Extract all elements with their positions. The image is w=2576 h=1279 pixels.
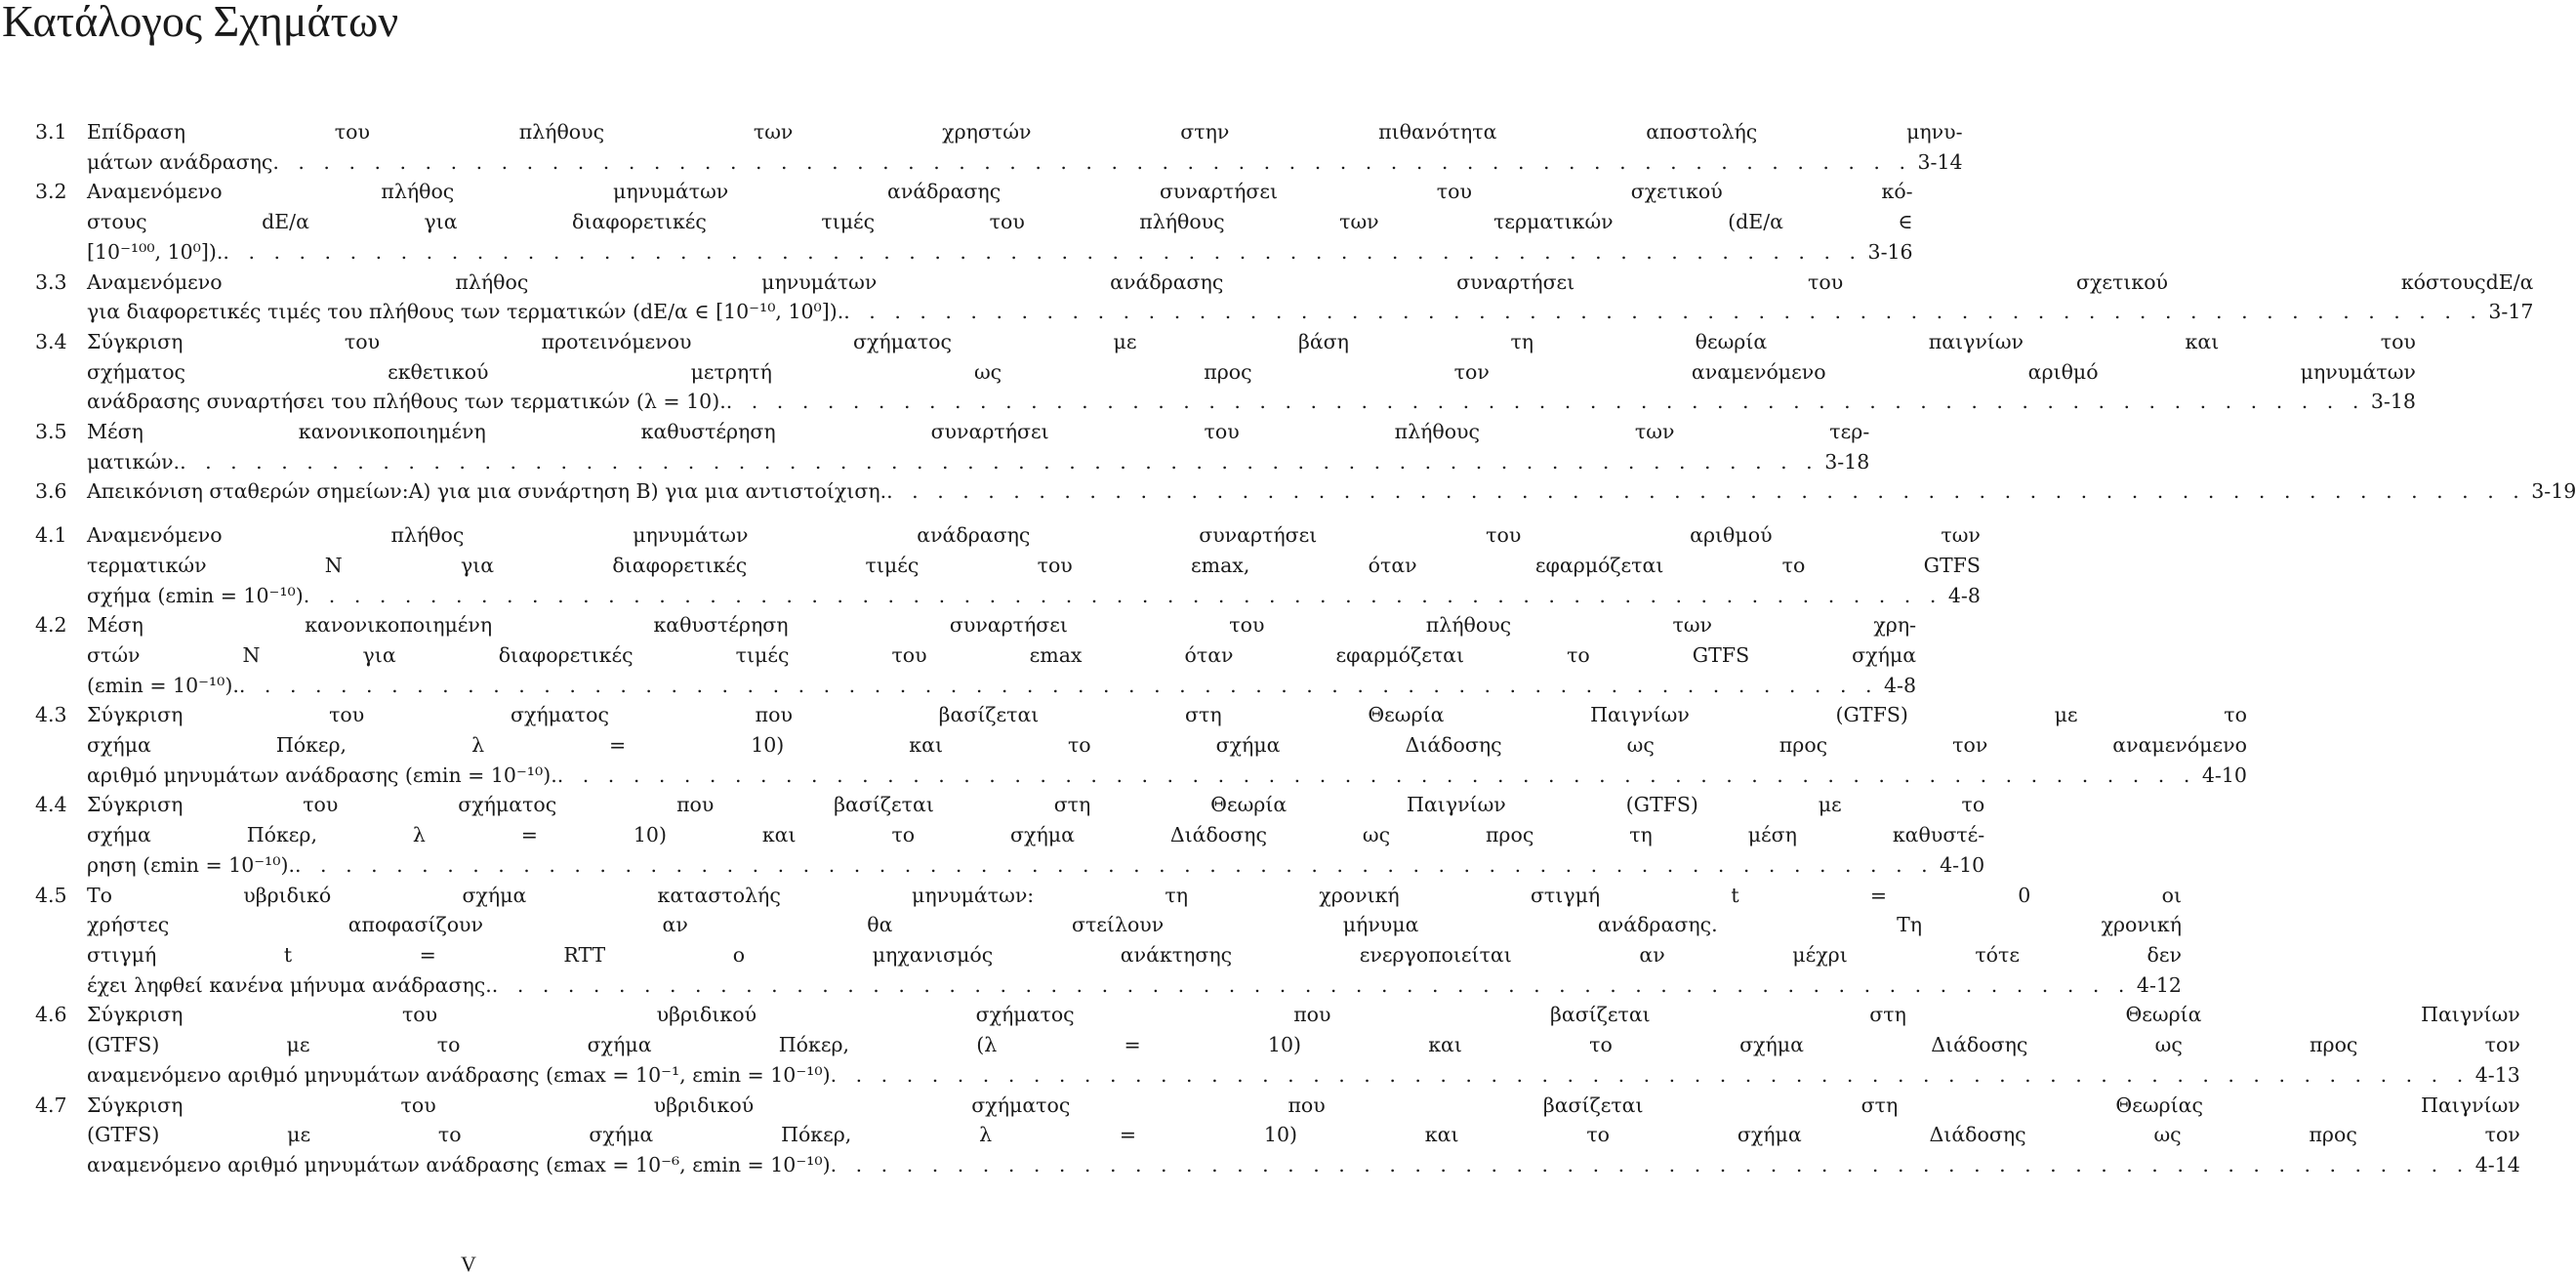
figure-number: 3.6 bbox=[35, 479, 67, 504]
toc-entry[interactable] bbox=[35, 476, 2576, 507]
figure-caption bbox=[87, 610, 1916, 700]
page-reference[interactable]: 3-18 bbox=[1824, 449, 1870, 474]
figure-number: 3.1 bbox=[35, 120, 67, 144]
caption-line: αναμενόμενο αριθμό μηνυμάτων ανάδρασης (εmax = 10⁻⁶, εmin = 10⁻¹⁰) bbox=[87, 1152, 831, 1176]
caption-line: Αναμενόμενο πλήθος μηνυμάτων ανάδρασης συναρτήσει του αριθμού των bbox=[87, 523, 1981, 548]
caption-line: [10⁻¹⁰⁰, 10⁰]). bbox=[87, 239, 224, 264]
figure-caption bbox=[87, 476, 2576, 507]
leader-dots bbox=[843, 297, 2482, 327]
toc-entry[interactable] bbox=[35, 417, 1870, 476]
caption-line: Αναμενόμενο πλήθος μηνυμάτων ανάδρασης συναρτήσει του σχετικού κόστουςdE/α bbox=[87, 269, 2534, 294]
page-reference[interactable]: 3-14 bbox=[1917, 149, 1963, 174]
caption-line: ανάδρασης συναρτήσει του πλήθους των τερματικών (λ = 10). bbox=[87, 390, 726, 414]
leader-dots bbox=[831, 1150, 2470, 1180]
page-reference[interactable]: 4-12 bbox=[2136, 972, 2182, 997]
leader-dots bbox=[886, 476, 2525, 507]
figure-number: 4.4 bbox=[35, 793, 67, 817]
caption-line: Μέση κανονικοποιημένη καθυστέρηση συναρτήσει του πλήθους των χρη- bbox=[87, 613, 1917, 638]
caption-line: Σύγκριση του σχήματος που βασίζεται στη Θεωρία Παιγνίων (GTFS) με το bbox=[87, 703, 2247, 727]
page-reference[interactable]: 4-13 bbox=[2474, 1062, 2520, 1087]
toc-entry[interactable] bbox=[35, 117, 1963, 177]
toc-entry[interactable] bbox=[35, 177, 1913, 267]
toc-entry[interactable] bbox=[35, 1091, 2520, 1180]
figure-caption bbox=[87, 268, 2533, 327]
caption-line: μάτων ανάδρασης bbox=[87, 149, 273, 174]
caption-line: χρήστες αποφασίζουν αν θα στείλουν μήνυμα ανάδρασης. Τη χρονική bbox=[87, 913, 2182, 937]
figure-caption bbox=[87, 417, 1869, 476]
caption-line: για διαφορετικές τιμές του πλήθους των τερματικών (dE/α ∈ [10⁻¹⁰, 10⁰]). bbox=[87, 300, 844, 324]
leader-dots bbox=[295, 850, 1934, 881]
page-reference[interactable]: 4-8 bbox=[1884, 673, 1917, 697]
toc-entry[interactable] bbox=[35, 790, 1985, 880]
figure-caption bbox=[87, 520, 1981, 610]
caption-line: σχήμα Πόκερ, λ = 10) και το σχήμα Διάδοσης ως προς τη μέση καθυστέ- bbox=[87, 823, 1985, 847]
page-reference[interactable]: 4-10 bbox=[1940, 852, 1985, 877]
caption-line: (εmin = 10⁻¹⁰). bbox=[87, 673, 239, 697]
leader-dots bbox=[831, 1060, 2470, 1091]
list-of-figures bbox=[35, 117, 2576, 1180]
leader-dots bbox=[223, 237, 1861, 268]
figure-number: 3.3 bbox=[35, 269, 67, 294]
chapter-separator bbox=[35, 507, 914, 520]
figure-caption bbox=[87, 1091, 2520, 1180]
figure-caption bbox=[87, 1000, 2520, 1090]
caption-line: (GTFS) με το σχήμα Πόκερ, (λ = 10) και το σχήμα Διάδοσης ως προς τον bbox=[87, 1033, 2520, 1057]
caption-line: Σύγκριση του υβριδικού σχήματος που βασίζεται στη Θεωρία Παιγνίων bbox=[87, 1003, 2520, 1027]
figure-number: 4.1 bbox=[35, 523, 67, 548]
page-number: V bbox=[461, 1252, 476, 1276]
toc-entry[interactable] bbox=[35, 520, 1981, 610]
toc-entry[interactable] bbox=[35, 881, 2182, 1001]
caption-line: Το υβριδικό σχήμα καταστολής μηνυμάτων: τη χρονική στιγμή t = 0 οι bbox=[87, 883, 2182, 907]
leader-dots bbox=[239, 671, 1878, 701]
page-reference[interactable]: 3-18 bbox=[2370, 390, 2416, 414]
page-title: Κατάλογος Σχημάτων bbox=[2, 0, 399, 46]
caption-line: σχήμα (εmin = 10⁻¹⁰) bbox=[87, 583, 304, 607]
figure-number: 3.4 bbox=[35, 329, 67, 353]
figure-caption bbox=[87, 327, 2416, 417]
figure-number: 4.6 bbox=[35, 1003, 67, 1027]
page-reference[interactable]: 4-10 bbox=[2201, 763, 2247, 787]
figure-number: 3.5 bbox=[35, 420, 67, 444]
caption-line: ματικών. bbox=[87, 449, 181, 474]
leader-dots bbox=[726, 387, 2365, 417]
caption-line: ρηση (εmin = 10⁻¹⁰). bbox=[87, 852, 296, 877]
figure-caption bbox=[87, 177, 1913, 267]
caption-line: στους dE/α για διαφορετικές τιμές του πλήθους των τερματικών (dE/α ∈ bbox=[87, 210, 1913, 234]
caption-line: στών N για διαφορετικές τιμές του εmax όταν εφαρμόζεται το GTFS σχήμα bbox=[87, 642, 1917, 667]
leader-dots bbox=[492, 970, 2131, 1001]
caption-line: αριθμό μηνυμάτων ανάδρασης (εmin = 10⁻¹⁰). bbox=[87, 763, 557, 787]
caption-line: σχήμα Πόκερ, λ = 10) και το σχήμα Διάδοσης ως προς τον αναμενόμενο bbox=[87, 733, 2247, 758]
caption-line: αναμενόμενο αριθμό μηνυμάτων ανάδρασης (εmax = 10⁻¹, εmin = 10⁻¹⁰) bbox=[87, 1062, 831, 1087]
figure-caption bbox=[87, 700, 2247, 790]
leader-dots bbox=[304, 581, 1942, 611]
page-reference[interactable]: 3-16 bbox=[1867, 239, 1913, 264]
figure-number: 4.3 bbox=[35, 703, 67, 727]
caption-line: στιγμή t = RTT ο μηχανισμός ανάκτησης ενεργοποιείται αν μέχρι τότε δεν bbox=[87, 942, 2182, 967]
caption-line: Σύγκριση του προτεινόμενου σχήματος με βάση τη θεωρία παιγνίων και του bbox=[87, 329, 2416, 353]
toc-entry[interactable] bbox=[35, 327, 2416, 417]
caption-line: Σύγκριση του σχήματος που βασίζεται στη Θεωρία Παιγνίων (GTFS) με το bbox=[87, 793, 1985, 817]
caption-line: Απεικόνιση σταθερών σημείων:Α) για μια συνάρτηση Β) για μια αντιστοίχιση. bbox=[87, 479, 887, 504]
leader-dots bbox=[180, 447, 1819, 477]
figure-caption bbox=[87, 881, 2182, 1001]
figure-number: 4.2 bbox=[35, 613, 67, 638]
caption-line: έχει ληφθεί κανένα μήνυμα ανάδρασης. bbox=[87, 972, 492, 997]
figure-number: 3.2 bbox=[35, 180, 67, 204]
toc-entry[interactable] bbox=[35, 1000, 2520, 1090]
caption-line: Σύγκριση του υβριδικού σχήματος που βασίζεται στη Θεωρίας Παιγνίων bbox=[87, 1093, 2520, 1117]
caption-line: (GTFS) με το σχήμα Πόκερ, λ = 10) και το σχήμα Διάδοσης ως προς τον bbox=[87, 1123, 2520, 1147]
figure-number: 4.5 bbox=[35, 883, 67, 907]
page-reference[interactable]: 3-19 bbox=[2531, 479, 2576, 504]
caption-line: Επίδραση του πλήθους των χρηστών στην πιθανότητα αποστολής μηνυ- bbox=[87, 120, 1963, 144]
figure-caption bbox=[87, 117, 1963, 177]
toc-entry[interactable] bbox=[35, 700, 2247, 790]
caption-line: τερματικών N για διαφορετικές τιμές του εmax, όταν εφαρμόζεται το GTFS bbox=[87, 553, 1981, 577]
toc-entry[interactable] bbox=[35, 268, 2534, 327]
caption-line: Αναμενόμενο πλήθος μηνυμάτων ανάδρασης συναρτήσει του σχετικού κό- bbox=[87, 180, 1913, 204]
figure-number: 4.7 bbox=[35, 1093, 67, 1117]
figure-caption bbox=[87, 790, 1984, 880]
leader-dots bbox=[557, 761, 2196, 791]
leader-dots bbox=[272, 147, 1911, 178]
page-reference[interactable]: 3-17 bbox=[2488, 300, 2534, 324]
caption-line: σχήματος εκθετικού μετρητή ως προς τον αναμενόμενο αριθμό μηνυμάτων bbox=[87, 359, 2416, 384]
page-reference[interactable]: 4-8 bbox=[1947, 583, 1981, 607]
page-reference[interactable]: 4-14 bbox=[2474, 1152, 2520, 1176]
toc-entry[interactable] bbox=[35, 610, 1917, 700]
caption-line: Μέση κανονικοποιημένη καθυστέρηση συναρτήσει του πλήθους των τερ- bbox=[87, 420, 1870, 444]
